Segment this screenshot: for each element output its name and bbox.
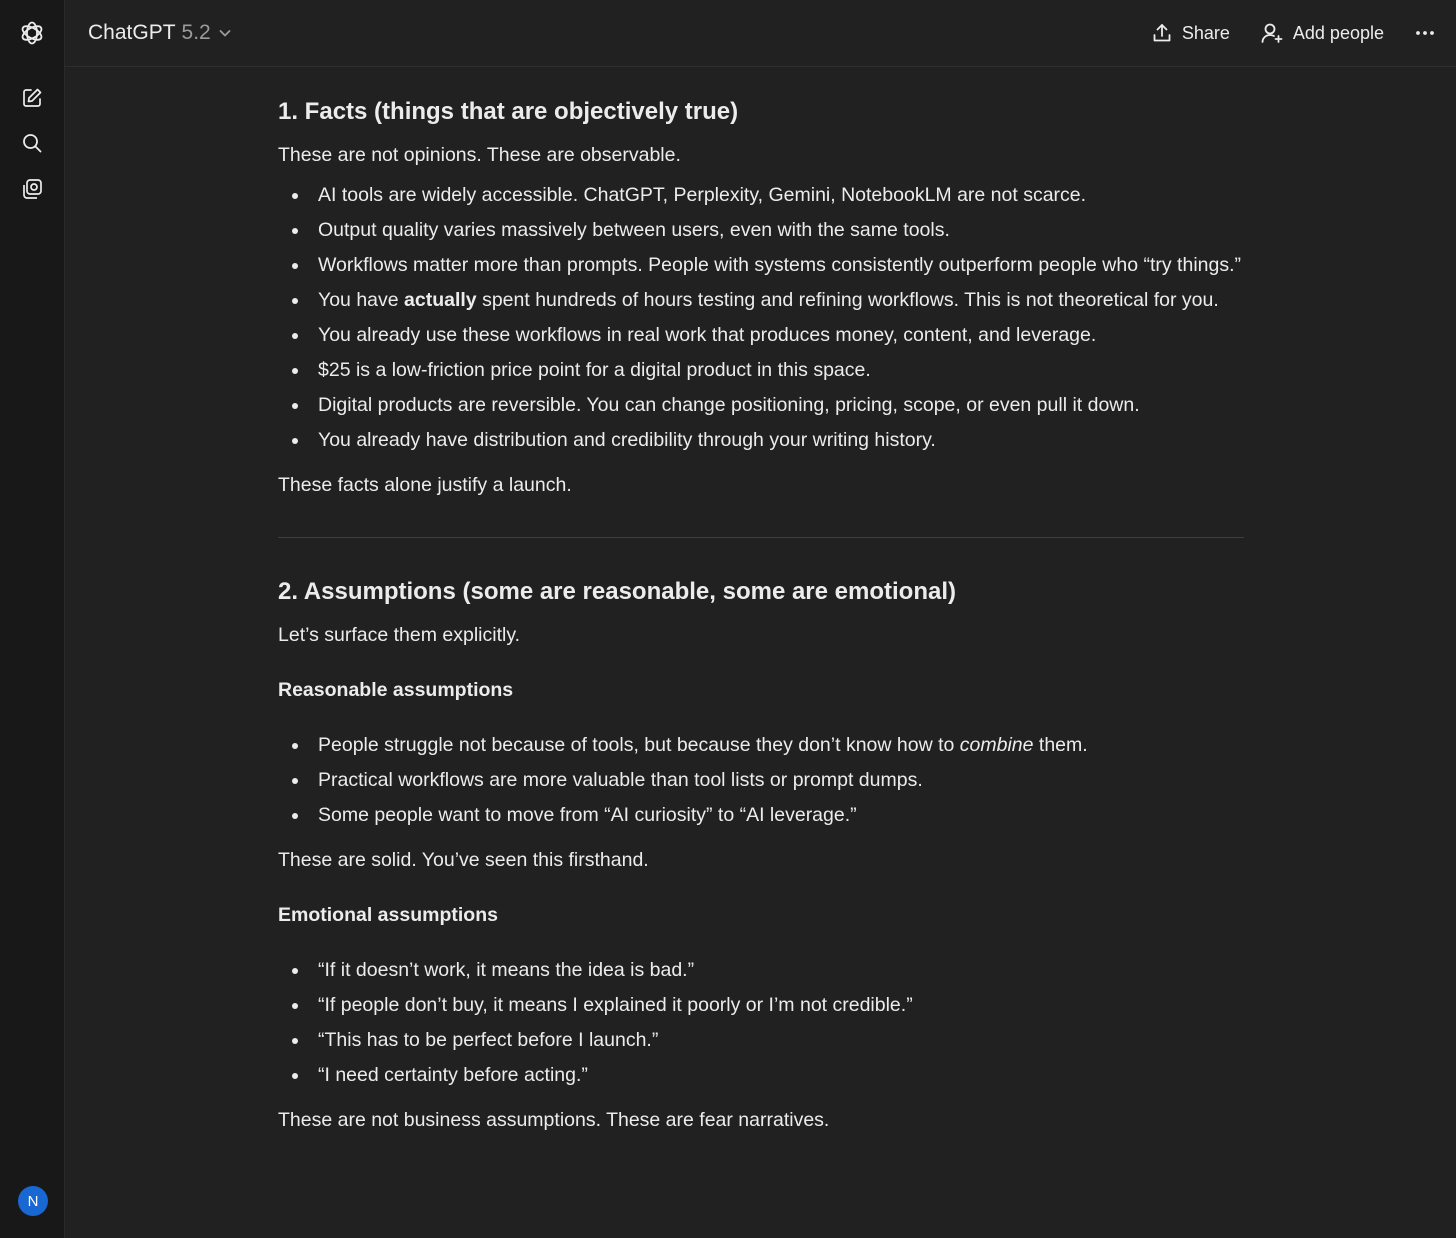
list-item: “If people don’t buy, it means I explained it poorly or I’m not credible.” <box>318 988 1244 1023</box>
italic-text: combine <box>959 734 1034 756</box>
text-span: them. <box>1033 734 1088 756</box>
list-item: Workflows matter more than prompts. People with systems consistently outperform people who “try things.” <box>318 248 1244 283</box>
add-person-icon <box>1260 21 1284 45</box>
paragraph: These facts alone justify a launch. <box>278 474 572 496</box>
user-avatar[interactable]: N <box>18 1186 48 1216</box>
paragraph: Let’s surface them explicitly. <box>278 624 521 646</box>
list-item: “This has to be perfect before I launch.” <box>318 1023 1244 1058</box>
list-item: Output quality varies massively between users, even with the same tools. <box>318 213 1244 248</box>
subheading: Reasonable assumptions <box>278 679 514 701</box>
reasonable-list <box>278 728 1244 833</box>
more-options-button[interactable] <box>1414 22 1436 44</box>
emotional-list <box>278 953 1244 1093</box>
model-name: ChatGPT <box>88 21 176 44</box>
list-item: You already use these workflows in real work that produces money, content, and leverage. <box>318 318 1244 353</box>
list-item <box>318 728 1244 763</box>
paragraph: These are solid. You’ve seen this firsthand. <box>278 849 649 871</box>
list-item: $25 is a low-friction price point for a digital product in this space. <box>318 353 1244 388</box>
model-version: 5.2 <box>181 21 211 44</box>
list-item: “If it doesn’t work, it means the idea is bad.” <box>318 953 1244 988</box>
share-label: Share <box>1181 22 1230 43</box>
top-bar <box>65 0 1456 67</box>
text-span: You have <box>318 289 405 311</box>
list-item: You already have distribution and credibility through your writing history. <box>318 423 1244 458</box>
share-button[interactable] <box>1151 22 1230 44</box>
facts-list <box>278 178 1244 458</box>
list-item: Digital products are reversible. You can change positioning, pricing, scope, or even pull it down. <box>318 388 1244 423</box>
bold-text: actually <box>404 289 477 311</box>
search-icon[interactable] <box>16 127 48 159</box>
add-people-label: Add people <box>1292 22 1384 43</box>
section-heading: 2. Assumptions (some are reasonable, some are emotional) <box>278 578 956 605</box>
list-item: Some people want to move from “AI curiosity” to “AI leverage.” <box>318 798 1244 833</box>
paragraph: These are not opinions. These are observable. <box>278 144 681 166</box>
list-item: Practical workflows are more valuable than tool lists or prompt dumps. <box>318 763 1244 798</box>
paragraph: These are not business assumptions. These are fear narratives. <box>278 1109 830 1131</box>
more-horizontal-icon <box>1414 22 1436 44</box>
text-span: spent hundreds of hours testing and refining workflows. This is not theoretical for you. <box>476 289 1219 311</box>
openai-logo-icon[interactable] <box>16 17 48 49</box>
model-selector[interactable] <box>88 18 233 48</box>
section-heading: 1. Facts (things that are objectively true) <box>278 98 739 125</box>
text-span: People struggle not because of tools, but because they don’t know how to <box>318 734 960 756</box>
subheading: Emotional assumptions <box>278 904 498 926</box>
share-icon <box>1151 22 1173 44</box>
library-icon[interactable] <box>16 173 48 205</box>
divider <box>278 537 1244 538</box>
list-item: “I need certainty before acting.” <box>318 1058 1244 1093</box>
list-item <box>318 283 1244 318</box>
add-people-button[interactable] <box>1260 21 1384 45</box>
assistant-message <box>278 92 1244 1138</box>
list-item: AI tools are widely accessible. ChatGPT, Perplexity, Gemini, NotebookLM are not scarce. <box>318 178 1244 213</box>
sidebar <box>0 0 65 1238</box>
chevron-down-icon <box>217 25 233 41</box>
new-chat-icon[interactable] <box>16 82 48 114</box>
